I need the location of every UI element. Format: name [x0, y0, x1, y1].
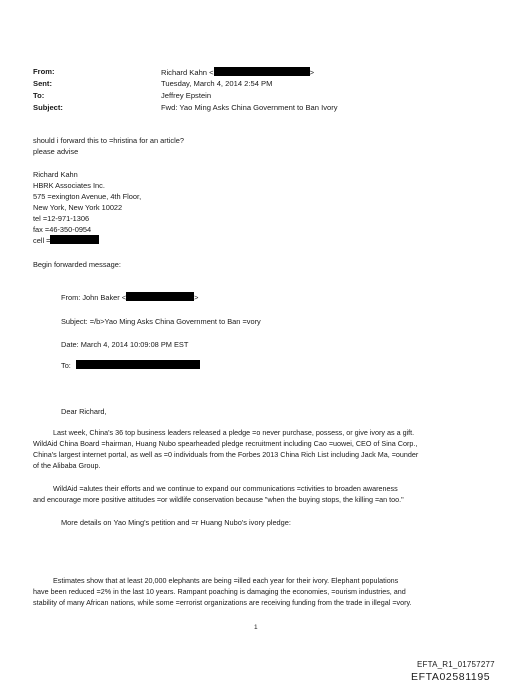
- paragraph-1-line: of the Alibaba Group.: [33, 461, 101, 470]
- redaction-bar: [50, 235, 99, 244]
- to-value: Jeffrey Epstein: [161, 91, 212, 100]
- subject-value: Fwd: Yao Ming Asks China Government to Ban Ivory: [161, 103, 338, 112]
- redaction-bar: [76, 360, 200, 369]
- signature-fax: fax =46-350-0954: [33, 225, 92, 234]
- from-label: From:: [33, 67, 55, 76]
- to-label: To:: [33, 91, 45, 100]
- paragraph-3: More details on Yao Ming's petition and =r Huang Nubo's ivory pledge:: [61, 518, 291, 527]
- signature-address-1: 575 =exington Avenue, 4th Floor,: [33, 192, 142, 201]
- redaction-bar: [126, 292, 194, 301]
- from-value-close: >: [309, 68, 314, 77]
- paragraph-1-line: China's largest internet portal, as well as =0 individuals from the Forbes 2013 China Rich List including Jack Ma, =ounder: [33, 450, 419, 459]
- sent-value: Tuesday, March 4, 2014 2:54 PM: [161, 79, 273, 88]
- forwarded-from-close: >: [194, 293, 199, 302]
- forwarded-from: [61, 292, 198, 303]
- signature-address-2: New York, New York 10022: [33, 203, 123, 212]
- paragraph-4-line: Estimates show that at least 20,000 elephants are being =illed each year for their ivory. Elephant populations: [53, 576, 399, 585]
- signature-cell: [33, 235, 99, 246]
- signature-tel: tel =12-971-1306: [33, 214, 90, 223]
- intro-line-2: please advise: [33, 147, 79, 156]
- from-value-text: Richard Kahn <: [161, 68, 214, 77]
- paragraph-1-line: Last week, China's 36 top business leaders released a pledge =o never purchase, possess, or give ivory as a gift.: [53, 428, 415, 437]
- signature-company: HBRK Associates Inc.: [33, 181, 105, 190]
- forwarded-to: [61, 360, 200, 371]
- forwarded-date: Date: March 4, 2014 10:09:08 PM EST: [61, 340, 189, 349]
- subject-label: Subject:: [33, 103, 63, 112]
- intro-line-1: should i forward this to =hristina for an article?: [33, 136, 184, 145]
- from-value: [161, 67, 314, 77]
- signature-cell-label: cell =: [33, 236, 51, 245]
- forwarded-from-text: From: John Baker <: [61, 293, 127, 302]
- forwarded-to-label: To:: [61, 361, 71, 370]
- paragraph-4: [33, 575, 412, 608]
- footer-reference-2: EFTA02581195: [411, 671, 491, 683]
- forwarded-subject: Subject: =/b>Yao Ming Asks China Government to Ban =vory: [61, 317, 261, 326]
- page-number: 1: [254, 624, 258, 631]
- forwarded-label: Begin forwarded message:: [33, 260, 121, 269]
- paragraph-2-line: and encourage more positive attitudes =or wildlife conservation because "when the buying stops, the killing =an too.": [33, 495, 404, 504]
- sent-label: Sent:: [33, 79, 52, 88]
- signature-name: Richard Kahn: [33, 170, 78, 179]
- paragraph-1: [33, 427, 418, 471]
- footer-reference-1: EFTA_R1_01757277: [417, 660, 495, 669]
- paragraph-2-line: WildAid =alutes their efforts and we continue to expand our communications =ctivities to broaden awareness: [53, 484, 398, 493]
- paragraph-4-line: have been reduced =2% in the last 10 years. Rampant poaching is damaging the economies, =ourism industries, and: [33, 587, 406, 596]
- paragraph-2: [33, 483, 404, 505]
- greeting: Dear Richard,: [61, 407, 107, 416]
- paragraph-1-line: WildAid China Board =hairman, Huang Nubo spearheaded pledge recruitment including Cao =uowei, CEO of Sina Corp.,: [33, 439, 418, 448]
- redaction-bar: [214, 67, 310, 76]
- paragraph-4-line: stability of many African nations, while some =errorist organizations are receiving funding from the trade in illegal =vory.: [33, 598, 412, 607]
